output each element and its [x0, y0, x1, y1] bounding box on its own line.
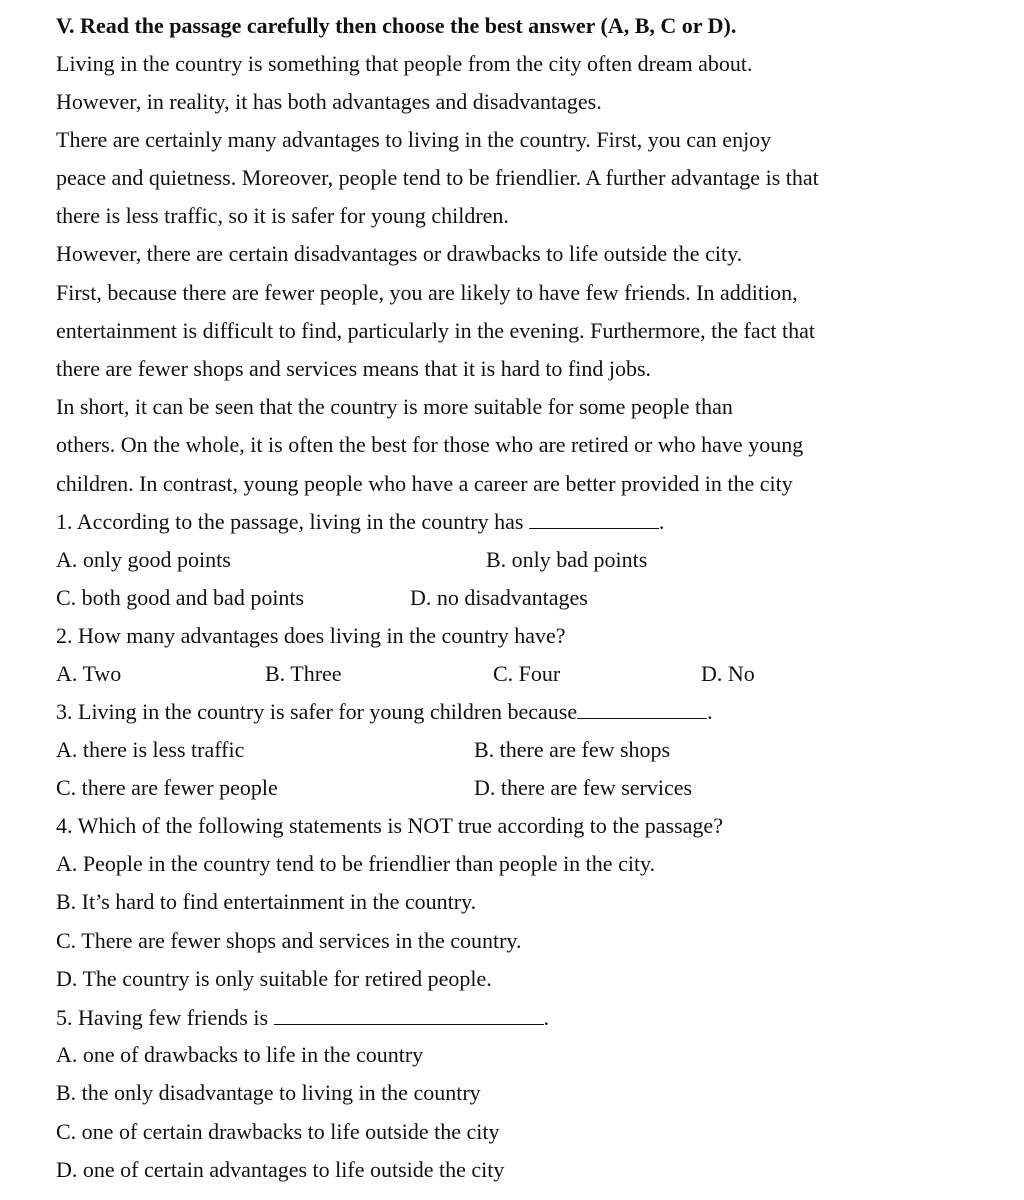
option-d[interactable]: D. No: [701, 661, 755, 686]
question-stem-text: 1. According to the passage, living in the country has: [56, 509, 524, 534]
passage-line: There are certainly many advantages to living in the country. First, you can enjoy: [56, 127, 772, 152]
passage-line: Living in the country is something that people from the city often dream about.: [56, 51, 753, 76]
option-b[interactable]: B. there are few shops: [474, 737, 671, 762]
option-d[interactable]: D. no disadvantages: [410, 585, 588, 610]
question-3-stem: [56, 698, 713, 726]
question-1-stem: [56, 508, 664, 536]
passage-line: others. On the whole, it is often the best for those who are retired or who have young: [56, 432, 804, 457]
option-a[interactable]: A. only good points: [56, 547, 231, 572]
option-a[interactable]: A. there is less traffic: [56, 737, 245, 762]
question-4-stem: 4. Which of the following statements is NOT true according to the passage?: [56, 813, 723, 838]
option-b[interactable]: B. It’s hard to find entertainment in the country.: [56, 889, 477, 914]
passage-line: there are fewer shops and services means that it is hard to find jobs.: [56, 356, 652, 381]
answer-blank[interactable]: [274, 1004, 544, 1025]
question-tail: .: [658, 509, 665, 534]
passage-line: However, in reality, it has both advantages and disadvantages.: [56, 89, 602, 114]
option-a[interactable]: A. People in the country tend to be friendlier than people in the city.: [56, 851, 656, 876]
option-a[interactable]: A. one of drawbacks to life in the country: [56, 1042, 424, 1067]
question-stem-text: 3. Living in the country is safer for young children because: [56, 699, 578, 724]
section-heading: V. Read the passage carefully then choose the best answer (A, B, C or D).: [56, 13, 737, 38]
option-b[interactable]: B. Three: [265, 661, 342, 686]
option-d[interactable]: D. The country is only suitable for retired people.: [56, 966, 492, 991]
question-2-stem: 2. How many advantages does living in the country have?: [56, 623, 566, 648]
option-c[interactable]: C. one of certain drawbacks to life outside the city: [56, 1119, 500, 1144]
passage-line: there is less traffic, so it is safer for young children.: [56, 203, 509, 228]
passage-line: In short, it can be seen that the country is more suitable for some people than: [56, 394, 733, 419]
passage-line: entertainment is difficult to find, particularly in the evening. Furthermore, the fact that: [56, 318, 815, 343]
question-tail: .: [707, 699, 713, 724]
answer-blank[interactable]: [529, 508, 659, 529]
answer-blank[interactable]: [577, 698, 707, 719]
option-c[interactable]: C. both good and bad points: [56, 585, 305, 610]
question-stem-text: 5. Having few friends is: [56, 1005, 269, 1030]
option-c[interactable]: C. Four: [493, 661, 561, 686]
question-5-stem: [56, 1004, 549, 1032]
passage-line: children. In contrast, young people who have a career are better provided in the city: [56, 471, 793, 496]
option-c[interactable]: C. There are fewer shops and services in the country.: [56, 928, 522, 953]
passage-line: However, there are certain disadvantages or drawbacks to life outside the city.: [56, 241, 743, 266]
passage-line: First, because there are fewer people, you are likely to have few friends. In addition,: [56, 280, 798, 305]
passage-line: peace and quietness. Moreover, people tend to be friendlier. A further advantage is that: [56, 165, 819, 190]
option-b[interactable]: B. only bad points: [486, 547, 648, 572]
option-d[interactable]: D. one of certain advantages to life outside the city: [56, 1157, 505, 1182]
option-a[interactable]: A. Two: [56, 661, 122, 686]
question-tail: .: [543, 1005, 550, 1030]
option-c[interactable]: C. there are fewer people: [56, 775, 278, 800]
option-d[interactable]: D. there are few services: [474, 775, 693, 800]
option-b[interactable]: B. the only disadvantage to living in the country: [56, 1080, 481, 1105]
